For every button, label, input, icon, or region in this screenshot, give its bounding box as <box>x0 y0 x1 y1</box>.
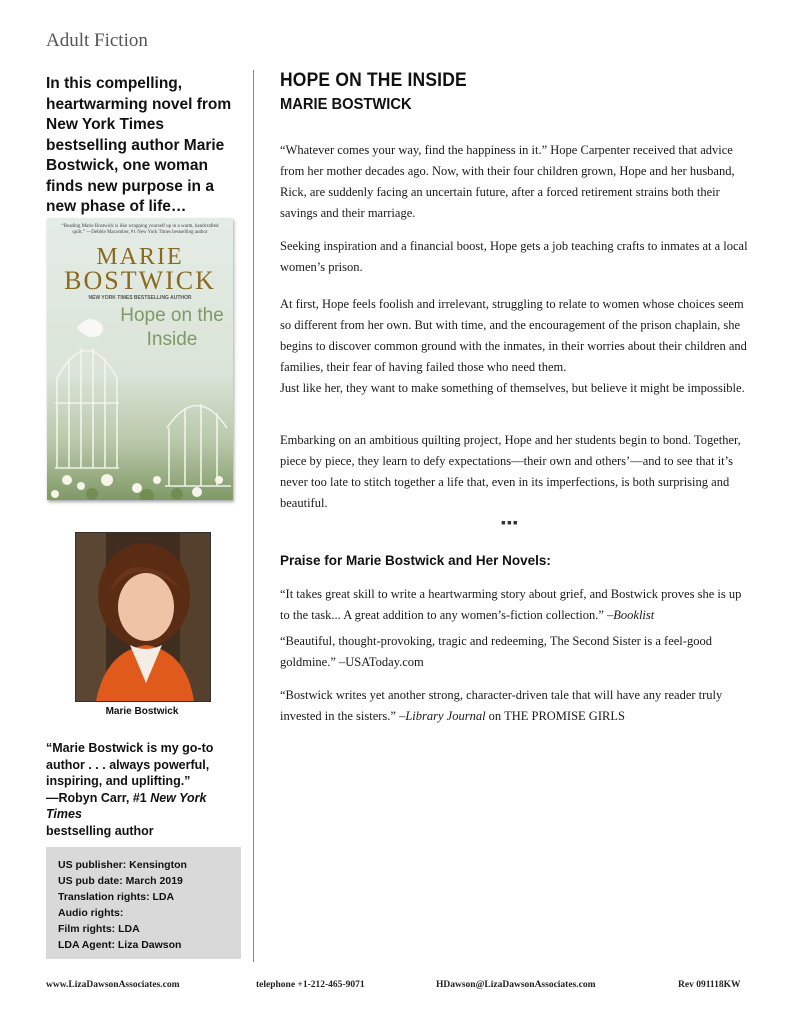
footer-revision: Rev 091118KW <box>678 980 741 990</box>
cover-blurb: “Reading Marie Bostwick is like wrapping yourself up in a warm, handcrafted quilt.” —Debbie Macomber, #1 New York Times bestselling author <box>61 224 219 235</box>
endorsement-quote: “Marie Bostwick is my go-to author . . . always powerful, inspiring, and uplifting.” <box>46 741 214 788</box>
praise-quote <box>280 685 750 727</box>
footer-phone: telephone +1-212-465-9071 <box>256 980 365 990</box>
rights-box <box>46 847 241 959</box>
praise-quote-text: “It takes great skill to write a heartwarming story about grief, and Bostwick proves she is up to the task... A great addition to any women’s-fiction collection.” – <box>280 587 742 622</box>
footer-website[interactable]: www.LizaDawsonAssociates.com <box>46 980 180 990</box>
praise-source: Booklist <box>613 608 655 622</box>
cover-author-first: MARIE <box>96 244 184 270</box>
fact-agent: LDA Agent: Liza Dawson <box>58 939 182 951</box>
praise-quote-text: “Beautiful, thought-provoking, tragic and redeeming, The Second Sister is a feel-good goldmine.” –USAToday.com <box>280 634 712 669</box>
photo-caption: Marie Bostwick <box>105 706 179 717</box>
endorsement-attribution-italic: New York Times <box>46 790 207 821</box>
synopsis-paragraph-text: Just like her, they want to make something of themselves, but believe it might be impossible. <box>280 381 745 395</box>
footer-email[interactable]: HDawson@LizaDawsonAssociates.com <box>436 980 596 990</box>
synopsis-paragraph: Embarking on an ambitious quilting project, Hope and her students begin to bond. Together, piece by piece, they learn to defy expectations—their own and others’—and to see that it’s never too late to stitch together a life that, even in its imperfections, is both surprising and beautiful. <box>280 433 741 510</box>
endorsement <box>46 740 242 839</box>
book-title: HOPE ON THE INSIDE <box>280 70 467 91</box>
fact-film-rights: Film rights: LDA <box>58 923 140 935</box>
fact-translation-rights: Translation rights: LDA <box>58 891 175 903</box>
book-author: MARIE BOSTWICK <box>280 96 412 113</box>
tagline: In this compelling, heartwarming novel from New York Times bestselling author Marie Bostwick, one woman finds new purpose in a new phase of life… <box>46 75 232 215</box>
section-separator: ▪▪▪ <box>501 514 519 530</box>
synopsis-paragraph <box>280 294 750 399</box>
fact-pub-date: US pub date: March 2019 <box>58 875 183 887</box>
fact-publisher: US publisher: Kensington <box>58 859 187 871</box>
cover-author-last: BOSTWICK <box>64 266 216 295</box>
fact-audio-rights: Audio rights: <box>58 907 124 919</box>
praise-quote-text: “Bostwick writes yet another strong, character-driven tale that will have any reader truly invested in the sisters.” – <box>280 688 723 723</box>
cover-subtitle: NEW YORK TIMES BESTSELLING AUTHOR <box>88 295 192 301</box>
praise-heading: Praise for Marie Bostwick and Her Novels: <box>280 553 551 568</box>
column-divider <box>253 70 254 962</box>
cover-title: Hope on the Inside <box>120 305 224 350</box>
praise-source: Library Journal <box>405 709 486 723</box>
synopsis-paragraph-text: At first, Hope feels foolish and irrelevant, struggling to relate to women whose choices seem so different from her own. But with time, and the encouragement of the prison chaplain, she begins to discover common ground with the inmates, in their worries about their children and families, their fear of having failed those who need them. <box>280 297 747 374</box>
author-portrait <box>76 533 210 701</box>
endorsement-attribution-suffix: bestselling author <box>46 823 154 838</box>
praise-quote <box>280 631 750 673</box>
category-label: Adult Fiction <box>46 30 148 51</box>
author-photo <box>75 532 211 702</box>
synopsis-paragraph: “Whatever comes your way, find the happiness in it.” Hope Carpenter received that advice from her mother decades ago. Now, with their four children grown, Hope and her husband, Rick, are suddenly facing an uncertain future, after a forced retirement strains both their savings and their marriage. <box>280 143 735 220</box>
book-cover-image <box>47 218 233 500</box>
praise-quote-suffix: on THE PROMISE GIRLS <box>485 709 625 723</box>
synopsis-paragraph: Seeking inspiration and a financial boost, Hope gets a job teaching crafts to inmates at a local women’s prison. <box>280 239 748 274</box>
endorsement-attribution: —Robyn Carr, #1 <box>46 790 151 805</box>
praise-quote <box>280 584 750 626</box>
